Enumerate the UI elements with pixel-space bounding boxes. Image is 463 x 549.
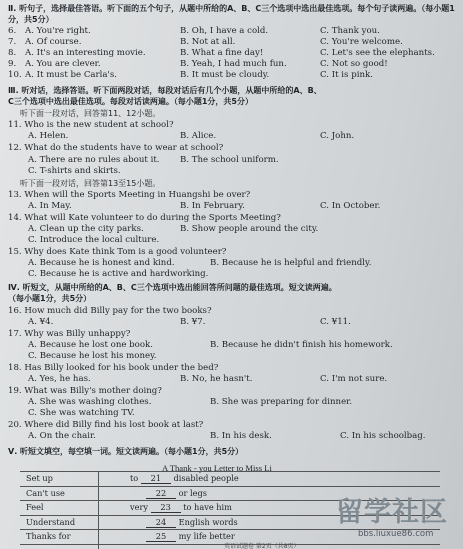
row-content bbox=[130, 501, 232, 515]
row-label: Feel bbox=[26, 502, 44, 512]
q10-option-c: C. It is pink. bbox=[320, 70, 373, 80]
q14-stem: 14. What will Kate volunteer to do during the Sports Meeting? bbox=[8, 213, 281, 223]
q9-option-c: C. Not so good! bbox=[320, 59, 388, 69]
q20-option-c: C. In his schoolbag. bbox=[340, 431, 426, 441]
section4-header-line1: Ⅳ. 听短文，从题中所给的A、B、C三个选项中选出能回答所问题的最佳选项。短文读两遍。 bbox=[8, 283, 337, 292]
row-post: my life better bbox=[178, 531, 235, 541]
q6-option-c: C. Thank you. bbox=[320, 26, 380, 36]
q10-number: 10. bbox=[8, 70, 22, 80]
section2-header: Ⅱ. 听句子，选择最佳答语。听下面的五个句子，从题中所给的A、B、C三个选项中选出最佳选项。每个句子读两遍。（每小题1分，共5分） bbox=[8, 4, 455, 24]
q15-option-a: A. Because he is honest and kind. bbox=[28, 258, 175, 268]
table-row bbox=[20, 472, 440, 487]
q13-option-b: B. In February. bbox=[180, 201, 245, 211]
row-label: Thanks for bbox=[26, 531, 71, 541]
q10-option-b: B. It must be cloudy. bbox=[180, 70, 270, 80]
row-content bbox=[130, 472, 239, 486]
row-post: English words bbox=[178, 516, 238, 527]
q13-option-a: A. In May. bbox=[28, 201, 72, 211]
q20-option-b: B. In his desk. bbox=[210, 431, 272, 441]
section3-header-line2: C三个选项中选出最佳选项。每段对话读两遍。（每小题1分，共5分） bbox=[8, 97, 254, 106]
table-divider bbox=[98, 471, 99, 549]
row-label: Can't use bbox=[26, 487, 65, 498]
page-footer: 英语试题卷 第2页（共8页） bbox=[224, 543, 300, 549]
section5-header: Ⅴ. 听短文填空，每空填一词。短文读两遍。（每小题1分，共5分） bbox=[8, 447, 244, 456]
q7-option-a: A. Of course. bbox=[25, 37, 82, 47]
q9-option-b: B. Yeah, I had much fun. bbox=[180, 59, 287, 69]
q13-stem: 13. When will the Sports Meeting in Huangshi be over? bbox=[8, 190, 251, 200]
watermark-text: 留学社区 bbox=[336, 497, 448, 528]
q11-option-b: B. Alice. bbox=[180, 131, 217, 141]
q14-option-b: B. Show people around the city. bbox=[180, 224, 319, 234]
q20-option-a: A. On the chair. bbox=[28, 431, 96, 441]
blank-25[interactable]: 25 bbox=[146, 531, 176, 542]
q19-option-b: B. She was preparing for dinner. bbox=[210, 397, 353, 407]
watermark bbox=[328, 490, 460, 542]
q19-stem: 19. What was Billy's mother doing? bbox=[8, 386, 162, 396]
q18-option-a: A. Yes, he has. bbox=[28, 374, 91, 384]
q12-option-c: C. T-shirts and skirts. bbox=[28, 166, 121, 176]
q16-option-a: A. ¥4. bbox=[28, 317, 54, 327]
row-post: to have him bbox=[183, 502, 232, 512]
q16-option-c: C. ¥11. bbox=[320, 317, 351, 327]
q12-option-a: A. There are no rules about it. bbox=[28, 155, 160, 165]
q6-option-a: A. You're right. bbox=[25, 26, 91, 36]
q19-option-a: A. She was washing clothes. bbox=[28, 397, 152, 407]
row-pre: to bbox=[130, 473, 139, 483]
q6-option-b: B. Oh, I have a cold. bbox=[180, 26, 269, 36]
q8-option-b: B. What a fine day! bbox=[180, 48, 264, 58]
row-label: Set up bbox=[26, 473, 53, 483]
q17-stem: 17. Why was Billy unhappy? bbox=[8, 329, 131, 339]
watermark-url: bbs.liuxue86.com bbox=[358, 529, 434, 539]
q8-number: 8. bbox=[8, 48, 17, 58]
blank-22[interactable]: 22 bbox=[146, 488, 176, 499]
q12-stem: 12. What do the students have to wear at school? bbox=[8, 143, 224, 153]
q20-stem: 20. Where did Billy find his lost book at last? bbox=[8, 420, 204, 430]
q11-option-a: A. Helen. bbox=[28, 131, 69, 141]
q10-option-a: A. It must be Carla's. bbox=[25, 70, 118, 80]
q11-stem: 11. Who is the new student at school? bbox=[8, 120, 174, 130]
q17-option-c: C. Because he lost his money. bbox=[28, 351, 157, 361]
q18-stem: 18. Has Billy looked for his book under the bed? bbox=[8, 363, 219, 373]
q7-number: 7. bbox=[8, 37, 17, 47]
blank-24[interactable]: 24 bbox=[146, 517, 176, 528]
q7-option-c: C. You're welcome. bbox=[320, 37, 403, 47]
table-title: A Thank - you Letter to Miss Li bbox=[162, 463, 272, 473]
section3-header-line1: Ⅲ. 听对话，选择答语。听下面两段对话，每段对话后有几个小题，从题中所给的A、B、 bbox=[8, 86, 322, 95]
q12-option-b: B. The school uniform. bbox=[180, 155, 279, 165]
blank-21[interactable]: 21 bbox=[141, 473, 171, 484]
q18-option-b: B. No, he hasn't. bbox=[180, 374, 253, 384]
q6-number: 6. bbox=[8, 26, 17, 36]
q17-option-b: B. Because he didn't finish his homework. bbox=[210, 340, 393, 350]
q16-option-b: B. ¥7. bbox=[180, 317, 206, 327]
row-content bbox=[146, 487, 207, 501]
row-content bbox=[146, 516, 238, 530]
q14-option-c: C. Introduce the local culture. bbox=[28, 235, 160, 245]
section3-intro-2: 听下面一段对话，回答第13至15小题。 bbox=[20, 179, 161, 188]
q15-option-b: B. Because he is helpful and friendly. bbox=[210, 258, 372, 268]
row-content bbox=[146, 530, 235, 544]
q17-option-a: A. Because he lost one book. bbox=[28, 340, 153, 350]
section4-header-line2: （每小题1分，共5分） bbox=[8, 294, 92, 303]
q16-stem: 16. How much did Billy pay for the two books? bbox=[8, 306, 212, 316]
row-label: Understand bbox=[26, 516, 76, 527]
q11-option-c: C. John. bbox=[320, 131, 355, 141]
q18-option-c: C. I'm not sure. bbox=[320, 374, 388, 384]
row-pre: very bbox=[130, 502, 149, 512]
q15-stem: 15. Why does Kate think Tom is a good volunteer? bbox=[8, 247, 227, 257]
section3-intro-1: 听下面一段对话，回答第11、12小题。 bbox=[20, 109, 161, 118]
q19-option-c: C. She was watching TV. bbox=[28, 408, 135, 418]
q8-option-c: C. Let's see the elephants. bbox=[320, 48, 435, 58]
row-post: disabled people bbox=[173, 473, 239, 483]
q9-number: 9. bbox=[8, 59, 17, 69]
blank-23[interactable]: 23 bbox=[151, 502, 181, 513]
q9-option-a: A. You are clever. bbox=[25, 59, 101, 69]
q15-option-c: C. Because he is active and hardworking. bbox=[28, 269, 209, 279]
q7-option-b: B. Not at all. bbox=[180, 37, 236, 47]
q13-option-c: C. In October. bbox=[320, 201, 381, 211]
row-post: or legs bbox=[178, 487, 207, 498]
q8-option-a: A. It's an interesting movie. bbox=[25, 48, 146, 58]
q14-option-a: A. Clean up the city parks. bbox=[28, 224, 144, 234]
